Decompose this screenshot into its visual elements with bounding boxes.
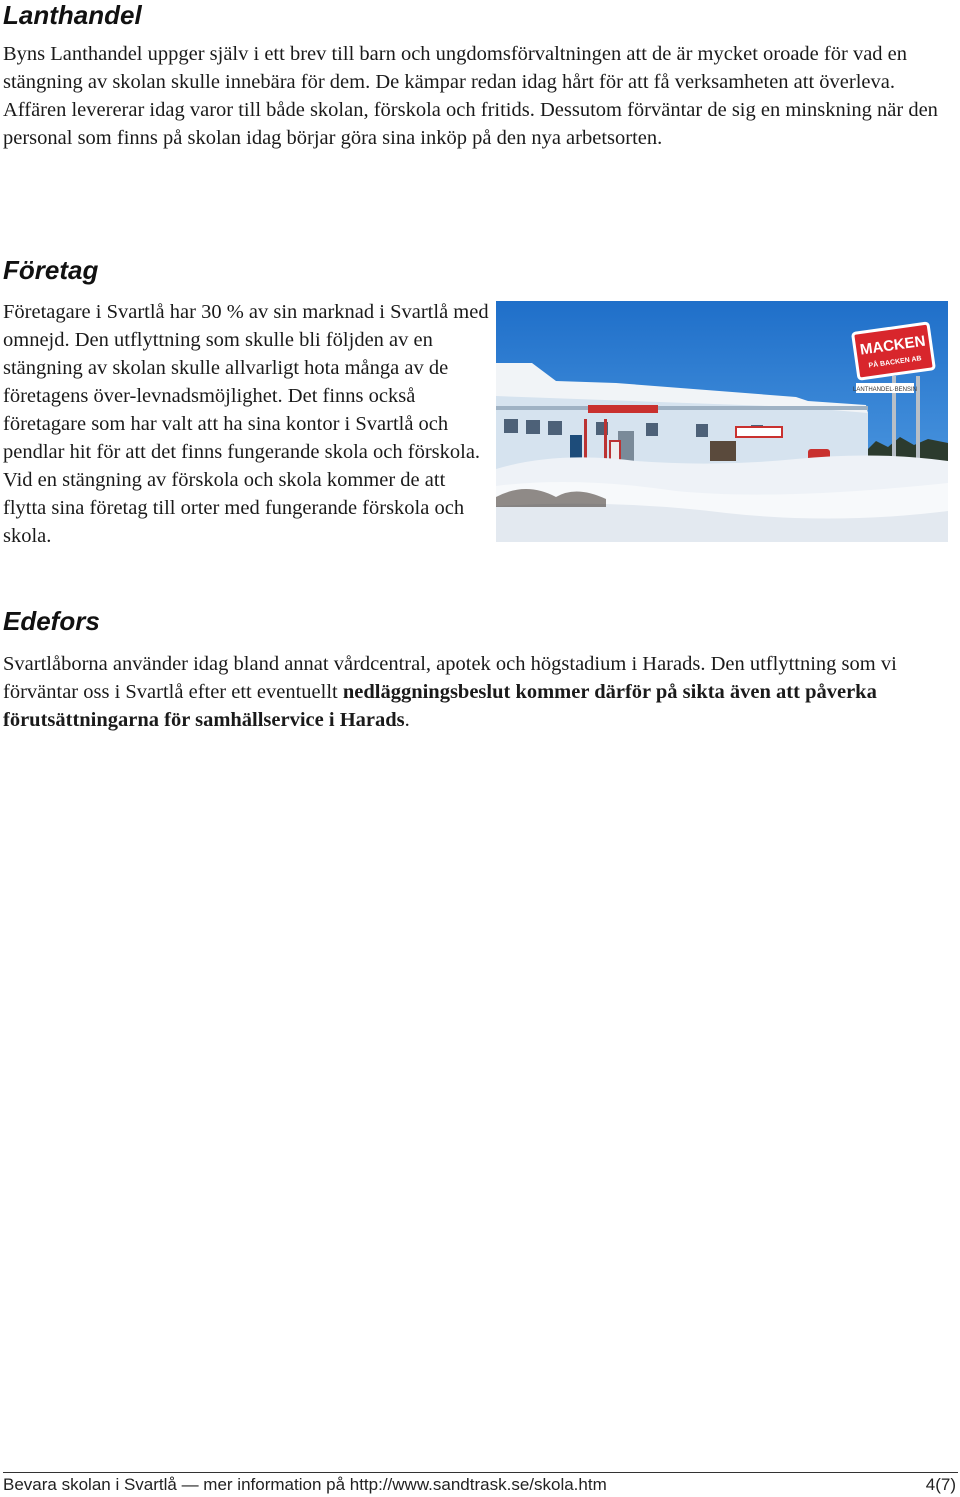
footer-source: Bevara skolan i Svartlå — mer information på http://www.sandtrask.se/skola.htm: [3, 1475, 607, 1494]
heading-foretag: Företag: [3, 255, 99, 285]
heading-lanthandel: Lanthandel: [3, 0, 142, 30]
heading-edefors: Edefors: [3, 606, 100, 636]
paragraph-edefors-end: .: [404, 709, 410, 731]
footer-page-number: 4(7): [925, 1475, 956, 1494]
paragraph-foretag: Företagare i Svartlå har 30 % av sin marknad i Svartlå med omnejd. Den utflyttning som skulle bli följden av en stängning av skolan skulle allvarligt hota många av de företagens över-levnadsmöjlighet. Det finns också företagare som har valt att ha sina kontor i Svartlå och pendlar hit för att det finns fungerande skola och förskola. Vid en stängning av förskola och skola kommer de att flytta sina företag till orter med fungerande förskola och skola.: [3, 301, 489, 547]
paragraph-edefors-bold: nedläggningsbeslut kommer därför på sikta även att påverka förutsättningarna för samhällservice i Harads: [3, 681, 877, 731]
store-photo: [496, 301, 948, 542]
photo-sign-small: LANTHANDEL·BENSIN: [852, 387, 918, 393]
paragraph-edefors: [3, 650, 958, 734]
photo-sign-text: MACKEN: [858, 332, 927, 359]
paragraph-edefors-plain: Svartlåborna använder idag bland annat vårdcentral, apotek och högstadium i Harads. Den utflyttning som vi förväntar oss i Svartlå efter ett eventuellt: [3, 653, 897, 703]
photo-sign-subtext: PÅ BACKEN AB: [868, 355, 923, 370]
paragraph-lanthandel: Byns Lanthandel uppger själv i ett brev till barn och ungdomsförvaltningen att de är mycket oroade för vad en stängning av skolan skulle innebära för dem. De kämpar redan idag hårt för att få verksamheten att överleva. Affären levererar idag varor till både skolan, förskola och fritids. Dessutom förväntar de sig en minskning när den personal som finns på skolan idag börjar göra sina inköp på den nya arbetsorten.: [3, 43, 938, 149]
page-footer: [3, 1472, 958, 1497]
